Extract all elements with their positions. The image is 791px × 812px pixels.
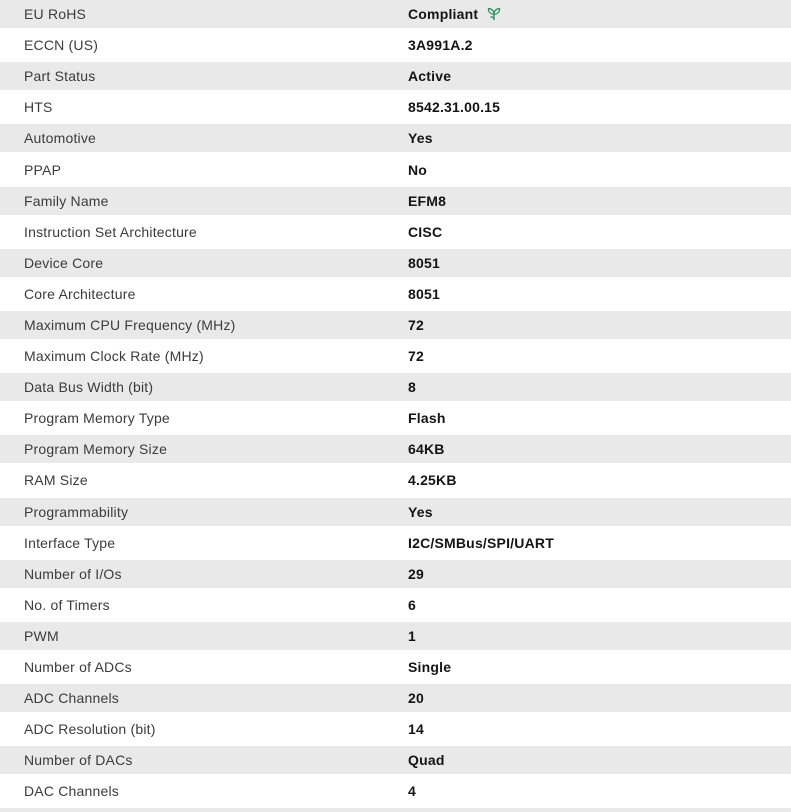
next-row-edge — [0, 808, 791, 812]
table-row — [0, 93, 791, 124]
table-row — [0, 124, 791, 155]
attribute-value-text: Quad — [408, 752, 445, 769]
table-row — [0, 404, 791, 435]
attribute-value — [408, 6, 791, 22]
attribute-value-text: 1 — [408, 627, 416, 644]
attribute-value-text: 8051 — [408, 285, 440, 302]
attribute-value — [408, 721, 791, 737]
attribute-value-text: 6 — [408, 596, 416, 613]
attribute-label: No. of Timers — [24, 596, 110, 613]
table-row — [0, 435, 791, 466]
attribute-value-text: 20 — [408, 690, 424, 707]
attribute-value-text: Compliant — [408, 6, 479, 23]
attribute-value-text: 3A991A.2 — [408, 37, 473, 54]
attribute-label: Number of DACs — [24, 752, 133, 769]
attribute-value — [408, 379, 791, 395]
attribute-value — [408, 690, 791, 706]
attribute-value — [408, 535, 791, 551]
rohs-leaf-icon[interactable] — [486, 7, 502, 22]
table-row — [0, 155, 791, 186]
attribute-value — [408, 99, 791, 115]
attribute-value — [408, 597, 791, 613]
attribute-label: Program Memory Size — [24, 441, 168, 458]
table-row — [0, 622, 791, 653]
attribute-value — [408, 286, 791, 302]
attribute-label: Programmability — [24, 503, 129, 520]
attribute-value-text: 4.25KB — [408, 472, 457, 489]
attribute-label: Part Status — [24, 68, 96, 85]
attribute-label: Automotive — [24, 130, 97, 147]
table-row — [0, 187, 791, 218]
table-row — [0, 684, 791, 715]
attribute-value-text: EFM8 — [408, 192, 447, 209]
attribute-value-text: 4 — [408, 783, 416, 800]
table-row — [0, 591, 791, 622]
attribute-label: ADC Channels — [24, 690, 119, 707]
attribute-label: DAC Channels — [24, 783, 119, 800]
attribute-label: Data Bus Width (bit) — [24, 379, 154, 396]
attribute-value — [408, 659, 791, 675]
attribute-value — [408, 255, 791, 271]
attribute-value — [408, 68, 791, 84]
attribute-label: Maximum Clock Rate (MHz) — [24, 348, 204, 365]
table-row — [0, 31, 791, 62]
attribute-value-text: 64KB — [408, 441, 445, 458]
table-row — [0, 560, 791, 591]
attribute-value — [408, 224, 791, 240]
table-row — [0, 715, 791, 746]
attribute-value-text: 72 — [408, 348, 424, 365]
attribute-value-text: 72 — [408, 316, 424, 333]
table-row — [0, 62, 791, 93]
attribute-value-text: Active — [408, 68, 452, 85]
attribute-value-text: Yes — [408, 130, 433, 147]
attribute-value — [408, 752, 791, 768]
attribute-value — [408, 566, 791, 582]
table-row — [0, 777, 791, 808]
attribute-value — [408, 441, 791, 457]
attribute-value — [408, 628, 791, 644]
attribute-value-text: No — [408, 161, 428, 178]
attribute-label: ECCN (US) — [24, 37, 99, 54]
table-row — [0, 466, 791, 497]
attribute-label: Instruction Set Architecture — [24, 223, 197, 240]
attribute-value-text: I2C/SMBus/SPI/UART — [408, 534, 554, 551]
attribute-label: Interface Type — [24, 534, 116, 551]
table-row — [0, 311, 791, 342]
attribute-value — [408, 37, 791, 53]
attribute-label: PWM — [24, 627, 59, 644]
attribute-label: Core Architecture — [24, 285, 136, 302]
table-row — [0, 498, 791, 529]
attribute-value — [408, 472, 791, 488]
attribute-label: Family Name — [24, 192, 109, 209]
attribute-value — [408, 504, 791, 520]
table-row — [0, 249, 791, 280]
attribute-label: EU RoHS — [24, 6, 87, 23]
attribute-label: RAM Size — [24, 472, 88, 489]
table-row — [0, 342, 791, 373]
table-row — [0, 373, 791, 404]
attribute-label: HTS — [24, 99, 53, 116]
attribute-label: ADC Resolution (bit) — [24, 721, 156, 738]
attribute-value — [408, 162, 791, 178]
table-row — [0, 746, 791, 777]
attribute-label: Number of I/Os — [24, 565, 122, 582]
attribute-value-text: 8542.31.00.15 — [408, 99, 501, 116]
attribute-label: Device Core — [24, 254, 104, 271]
attribute-value-text: Yes — [408, 503, 433, 520]
attribute-value — [408, 193, 791, 209]
table-row — [0, 653, 791, 684]
attribute-value — [408, 317, 791, 333]
attribute-value-text: 8 — [408, 379, 416, 396]
attribute-value-text: Flash — [408, 410, 446, 427]
attribute-value-text: Single — [408, 659, 452, 676]
table-row — [0, 218, 791, 249]
attribute-label: Program Memory Type — [24, 410, 170, 427]
table-row — [0, 529, 791, 560]
attribute-value — [408, 410, 791, 426]
attribute-value-text: 14 — [408, 721, 424, 738]
attribute-label: Number of ADCs — [24, 659, 132, 676]
attribute-value — [408, 783, 791, 799]
attribute-value-text: 8051 — [408, 254, 440, 271]
attribute-value — [408, 348, 791, 364]
attribute-label: PPAP — [24, 161, 62, 178]
attribute-value-text: 29 — [408, 565, 424, 582]
table-row — [0, 280, 791, 311]
attribute-value-text: CISC — [408, 223, 443, 240]
attribute-value — [408, 130, 791, 146]
attribute-label: Maximum CPU Frequency (MHz) — [24, 316, 236, 333]
table-row — [0, 0, 791, 31]
